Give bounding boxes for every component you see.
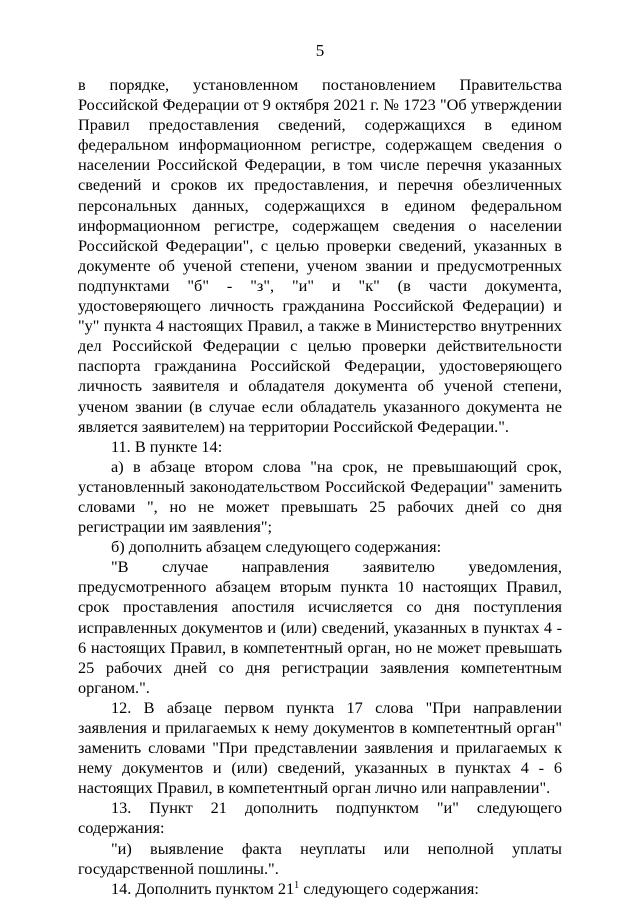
paragraph-item-14-text-before: 14. Дополнить пунктом 21 bbox=[111, 878, 295, 898]
paragraph-item-11b: б) дополнить абзацем следующего содержания: bbox=[111, 537, 442, 557]
paragraph-quoted-insertion: "В случае направления заявителю уведомления, предусмотренного абзацем вторым пункта 10 настоящих Правил, срок проставления апостиля исчисляется со дня поступления исправленных документов и (или) сведений, указанных в пунктах 4 - 6 настоящих Правил, в компетентный орган, но не может превышать 25 рабочих дней со дня регистрации заявления компетентным органом.". bbox=[78, 557, 562, 697]
paragraph-item-13-subitem: "и) выявление факта неуплаты или неполной уплаты государственной пошлины.". bbox=[78, 838, 562, 878]
paragraph-item-14-text-after: следующего содержания: bbox=[299, 878, 479, 898]
paragraph-item-13: 13. Пункт 21 дополнить подпунктом "и" следующего содержания: bbox=[78, 798, 562, 838]
document-body bbox=[78, 75, 562, 899]
paragraph-continuation: в порядке, установленном постановлением Правительства Российской Федерации от 9 октября 2021 г. № 1723 "Об утверждении Правил предоставления сведений, содержащихся в едином федеральном информационном регистре, содержащем сведения о населении Российской Федерации, в том числе перечня указанных сведений и сроков их предоставления, и перечня обезличенных персональных данных, содержащихся в едином федеральном информационном регистре, содержащем сведения о населении Российской Федерации", с целью проверки сведений, указанных в документе об ученой степени, ученом звании и предусмотренных подпунктами "б" - "з", "и" и "к" (в части документа, удостоверяющего личность гражданина Российской Федерации) и "у" пункта 4 настоящих Правил, а также в Министерство внутренних дел Российской Федерации с целью проверки действительности паспорта гражданина Российской Федерации, удостоверяющего личность заявителя и обладателя документа об ученой степени, ученом звании (в случае если обладатель указанного документа не является заявителем) на территории Российской Федерации.". bbox=[78, 75, 562, 436]
paragraph-item-14-superscript: 1 bbox=[294, 879, 300, 891]
paragraph-item-12: 12. В абзаце первом пункта 17 слова "При направлении заявления и прилагаемых к нему документов в компетентный орган" заменить словами "При представлении заявления и прилагаемых к нему документов и (или) сведений, указанных в пунктах 4 - 6 настоящих Правил, в компетентный орган лично или направлении". bbox=[78, 697, 562, 798]
paragraph-item-11a: а) в абзаце втором слова "на срок, не превышающий срок, установленный законодательством Российской Федерации" заменить словами ", но не может превышать 25 рабочих дней со дня регистрации им заявления"; bbox=[78, 456, 562, 537]
page-number: 5 bbox=[315, 41, 325, 60]
paragraph-item-14 bbox=[78, 879, 562, 899]
paragraph-item-11: 11. В пункте 14: bbox=[111, 436, 223, 456]
